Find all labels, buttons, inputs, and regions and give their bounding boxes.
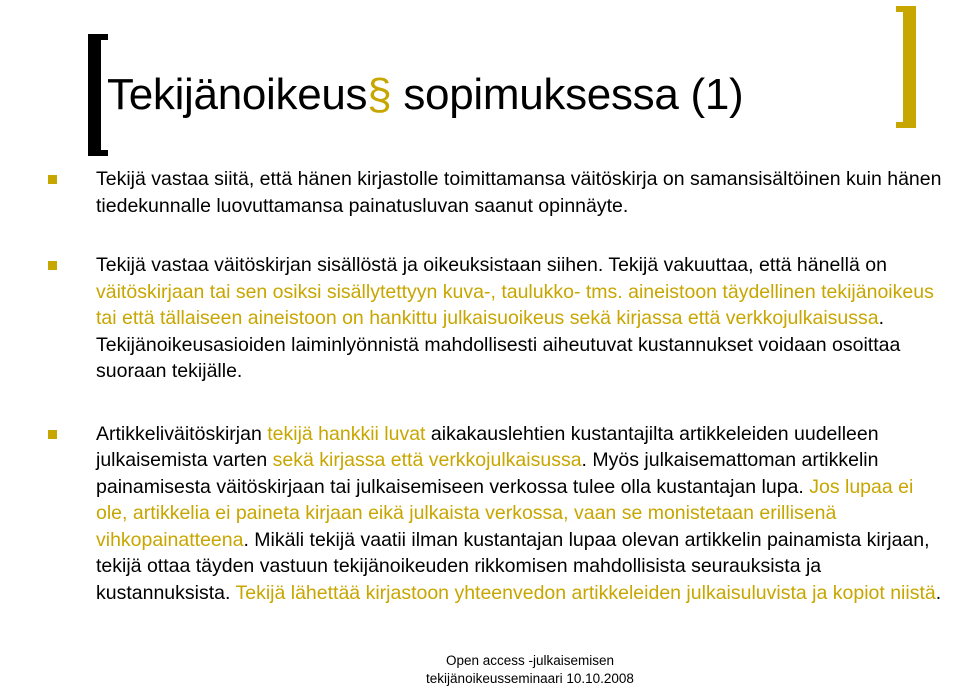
slide-footer: Open access -julkaisemisen tekijänoikeusseminaari 10.10.2008: [426, 653, 634, 686]
bullet-item: Tekijä vastaa siitä, että hänen kirjastolle toimittamansa väitöskirja on samansisältöinen kuin hänen tiedekunnalle luovuttamansa painatusluvan saanut opinnäyte.: [44, 166, 944, 219]
right-bracket-decoration: [896, 6, 916, 128]
bullet-list: [44, 166, 944, 606]
square-bullet-icon: [48, 430, 57, 439]
square-bullet-icon: [48, 261, 57, 270]
square-bullet-icon: [48, 175, 57, 184]
slide-title: Tekijänoikeus§ sopimuksessa (1): [107, 70, 744, 119]
section-sign: §: [367, 70, 392, 119]
left-bracket-decoration: [88, 34, 108, 156]
bullet-item: Artikkeliväitöskirjan tekijä hankkii luvat aikakauslehtien kustantajilta artikkeleiden uudelleen julkaisemista varten sekä kirjassa että verkkojulkaisussa. Myös julkaisemattoman artikkelin painamisesta väitöskirjaan tai julkaisemiseen verkossa tulee olla kustantajan lupa. Jos lupaa ei ole, artikkelia ei paineta kirjaan eikä julkaista verkossa, vaan se monistetaan erillisenä vihkopainatteena. Mikäli tekijä vaatii ilman kustantajan lupaa olevan artikkelin painamista kirjaan, tekijä ottaa täyden vastuun tekijänoikeuden rikkomisen mahdollisista seurauksista ja kustannuksista. Tekijä lähettää kirjastoon yhteenvedon artikkeleiden julkaisuluvista ja kopiot niistä.: [44, 421, 944, 607]
bullet-item: Tekijä vastaa väitöskirjan sisällöstä ja oikeuksistaan siihen. Tekijä vakuuttaa, että hänellä on väitöskirjaan tai sen osiksi sisällytettyyn kuva-, taulukko- tms. aineistoon täydellinen tekijänoikeus tai että tällaiseen aineistoon on hankittu julkaisuoikeus sekä kirjassa että verkkojulkaisussa. Tekijänoikeusasioiden laiminlyönnistä mahdollisesti aiheutuvat kustannukset voidaan osoittaa suoraan tekijälle.: [44, 252, 944, 385]
